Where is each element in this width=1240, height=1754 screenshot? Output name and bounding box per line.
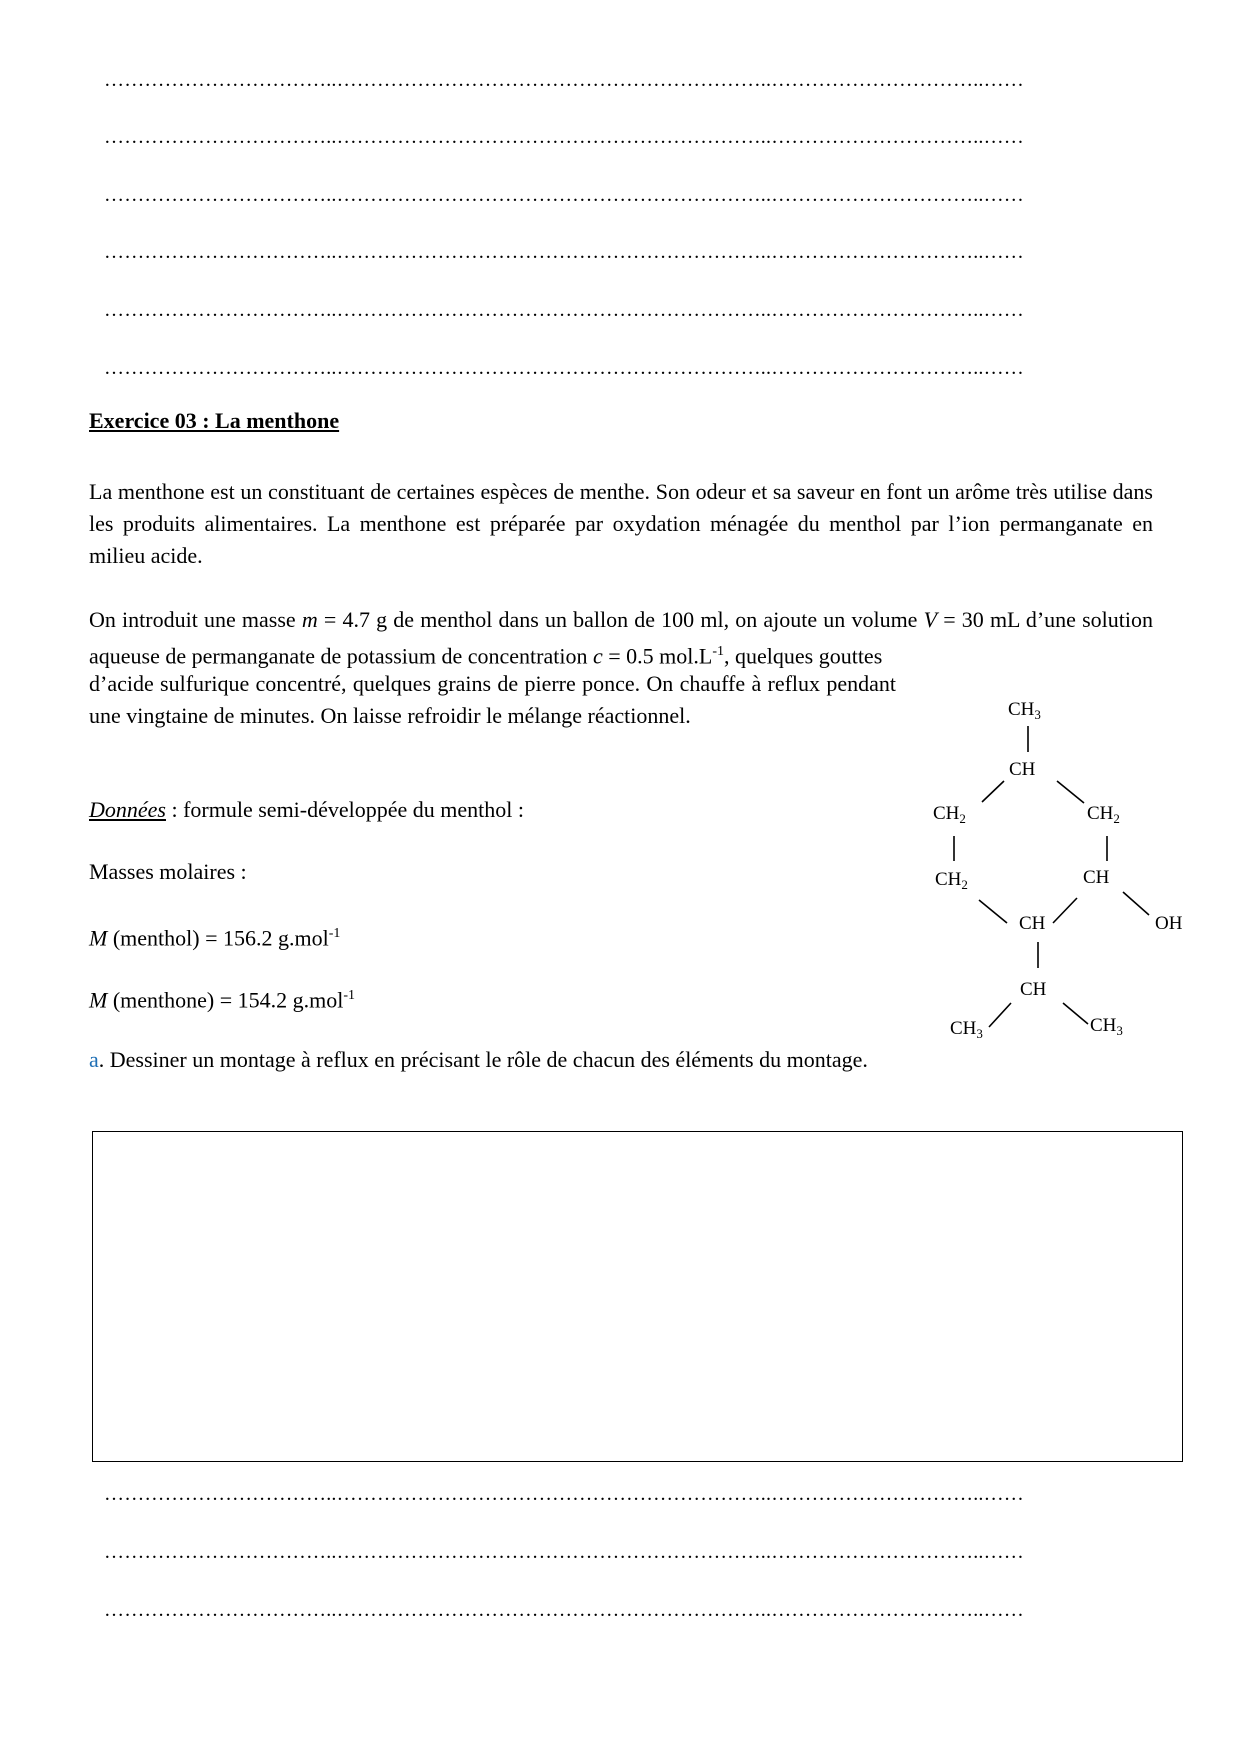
- bond-line: [1053, 898, 1077, 923]
- concentration-symbol: c: [592, 643, 603, 669]
- procedure-paragraph: [89, 604, 1153, 672]
- procedure-text: = 4.7 g de menthol dans un ballon de 100 ml, on ajoute un volume: [317, 607, 924, 632]
- donnees-line: [89, 794, 524, 826]
- answer-dotted-line: ……………………………..………………………………………………………..…………………………..……: [104, 299, 1024, 321]
- exponent: -1: [343, 988, 356, 1003]
- question-a: [89, 1044, 896, 1076]
- procedure-paragraph-continued: d’acide sulfurique concentré, quelques grains de pierre ponce. On chauffe à reflux pendant une vingtaine de minutes. On laisse refroidir le mélange réactionnel.: [89, 671, 896, 728]
- question-text: . Dessiner un montage à reflux en précisant le rôle de chacun des éléments du montage.: [98, 1047, 868, 1072]
- donnees-label: Données: [89, 797, 166, 822]
- molar-mass-symbol: M: [89, 987, 108, 1013]
- molar-mass-menthol: [89, 918, 340, 954]
- drawing-answer-box[interactable]: [92, 1131, 1183, 1462]
- bond-line: [989, 1003, 1011, 1027]
- procedure-text: = 30 mL d’une solution aqueuse de permanganate de potassium de concentration: [89, 607, 1153, 669]
- procedure-text: , quelques gouttes: [724, 643, 883, 669]
- answer-dotted-line: ……………………………..………………………………………………………..…………………………..……: [104, 1541, 1024, 1563]
- exponent: -1: [712, 644, 724, 659]
- molar-mass-symbol: M: [89, 925, 108, 951]
- molar-mass-text: (menthol) = 156.2 g.mol: [107, 925, 329, 951]
- ch-right-label: CH: [1083, 867, 1110, 888]
- intro-paragraph: La menthone est un constituant de certaines espèces de menthe. Son odeur et sa saveur en font un arôme très utilise dans les produits alimentaires. La menthone est préparée par oxydation ménagée du menthol par l’ion permanganate en milieu acide.: [89, 479, 1153, 568]
- bond-line: [982, 781, 1004, 802]
- answer-dotted-line: ……………………………..………………………………………………………..…………………………..……: [104, 357, 1024, 379]
- answer-dotted-line: ……………………………..………………………………………………………..…………………………..……: [104, 1483, 1024, 1505]
- ch-bottom-label: CH: [1019, 913, 1046, 934]
- bond-line: [1057, 781, 1084, 803]
- masses-label: Masses molaires :: [89, 859, 247, 884]
- procedure-text: On introduit une masse: [89, 607, 302, 632]
- ch-isopropyl-label: CH: [1020, 979, 1047, 1000]
- volume-symbol: V: [923, 607, 938, 632]
- oh-label: OH: [1155, 913, 1183, 934]
- procedure-text: = 0.5 mol.L: [602, 643, 713, 669]
- answer-dotted-line: ……………………………..………………………………………………………..…………………………..……: [104, 184, 1024, 206]
- ch3-top-label: $CH_3$: [1008, 699, 1041, 722]
- answer-dotted-line: ……………………………..………………………………………………………..…………………………..……: [104, 69, 1024, 91]
- ch3-right-label: $CH_3$: [1090, 1015, 1123, 1038]
- ch3-left-label: $CH_3$: [950, 1018, 983, 1041]
- molar-mass-menthone: [89, 980, 355, 1016]
- ch2-right-top-label: $CH_2$: [1087, 803, 1120, 826]
- bond-line: [1063, 1003, 1088, 1024]
- answer-dotted-line: ……………………………..………………………………………………………..…………………………..……: [104, 1599, 1024, 1621]
- exponent: -1: [328, 926, 341, 941]
- molar-mass-text: (menthone) = 154.2 g.mol: [107, 987, 344, 1013]
- answer-dotted-line: ……………………………..………………………………………………………..…………………………..……: [104, 241, 1024, 263]
- donnees-text: : formule semi-développée du menthol :: [165, 797, 524, 822]
- exercise-title: Exercice 03 : La menthone: [89, 408, 340, 433]
- bond-line: [979, 900, 1007, 923]
- answer-dotted-line: ……………………………..………………………………………………………..…………………………..……: [104, 126, 1024, 148]
- mass-symbol: m: [301, 607, 318, 632]
- ch2-left-top-label: $CH_2$: [933, 803, 966, 826]
- bond-line: [1123, 892, 1149, 915]
- ch-top-label: CH: [1009, 759, 1036, 780]
- ch2-left-bottom-label: $CH_2$: [935, 869, 968, 892]
- menthol-structural-formula: [920, 690, 1220, 1050]
- question-letter: a: [89, 1047, 99, 1072]
